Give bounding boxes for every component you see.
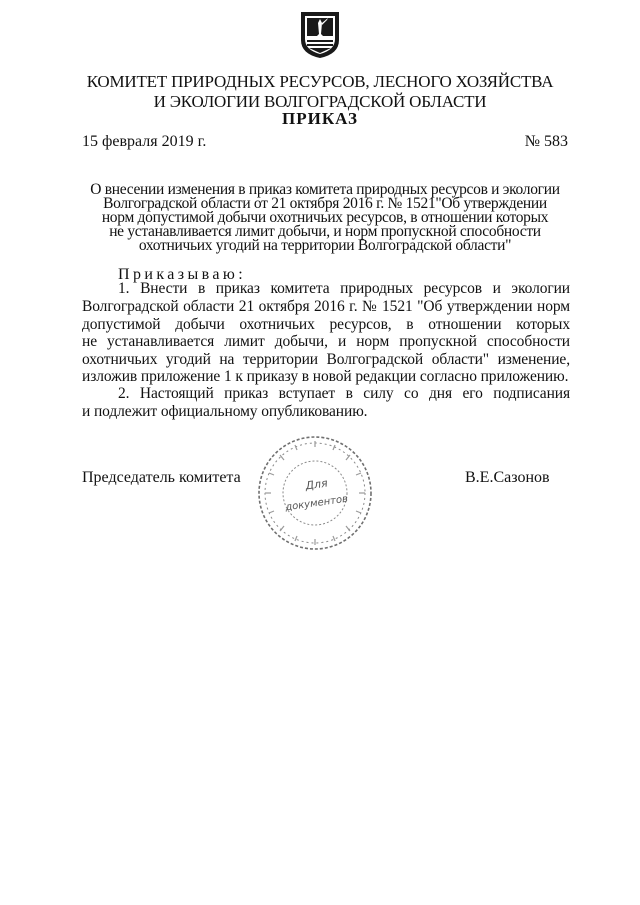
document-date: 15 февраля 2019 г. [82,133,207,150]
body-text-line: допустимой добычи охотничьих ресурсов, в отношении которых [82,316,570,333]
body-text-line: и подлежит официальному опубликованию. [82,403,368,420]
body-text-line: Волгоградской области 21 октября 2016 г. № 1521 "Об утверждении норм [82,298,570,315]
signatory-title: Председатель комитета [82,469,241,486]
order-keyword: Приказываю: [118,266,247,283]
coat-of-arms-emblem [299,10,341,60]
subject-line: О внесении изменения в приказ комитета природных ресурсов и экологии [90,181,560,198]
committee-name-line1: КОМИТЕТ ПРИРОДНЫХ РЕСУРСОВ, ЛЕСНОГО ХОЗЯЙСТВА [86,72,554,91]
body-text-line: охотничьих угодий на территории Волгоградской области" изменение, [82,351,570,368]
document-type-title: ПРИКАЗ [282,109,358,128]
subject-line: норм допустимой добычи охотничьих ресурсов, в отношении которых [101,209,549,226]
subject-line: охотничьих угодий на территории Волгоградской области" [138,237,512,254]
body-text-line: 2. Настоящий приказ вступает в силу со дня его подписания [118,385,570,402]
subject-line: Волгоградской области от 21 октября 2016 г. № 1521"Об утверждении [103,195,547,212]
body-text-line: изложив приложение 1 к приказу в новой редакции согласно приложению. [82,368,569,385]
stamp-text-line2: документов [284,493,349,514]
stamp-seal-icon [255,433,375,553]
signatory-name: В.Е.Сазонов [465,469,550,486]
committee-name-line2: И ЭКОЛОГИИ ВОЛГОГРАДСКОЙ ОБЛАСТИ [153,92,487,111]
subject-line: не устанавливается лимит добычи, и норм пропускной способности [109,223,541,240]
coat-of-arms-icon [299,10,341,60]
body-text-line: 1. Внести в приказ комитета природных ресурсов и экологии [118,280,570,297]
official-stamp [255,433,375,553]
body-text-line: не устанавливается лимит добычи, и норм пропускной способности [82,333,570,350]
stamp-text-line1: Для [304,476,329,493]
document-number: № 583 [524,133,568,150]
